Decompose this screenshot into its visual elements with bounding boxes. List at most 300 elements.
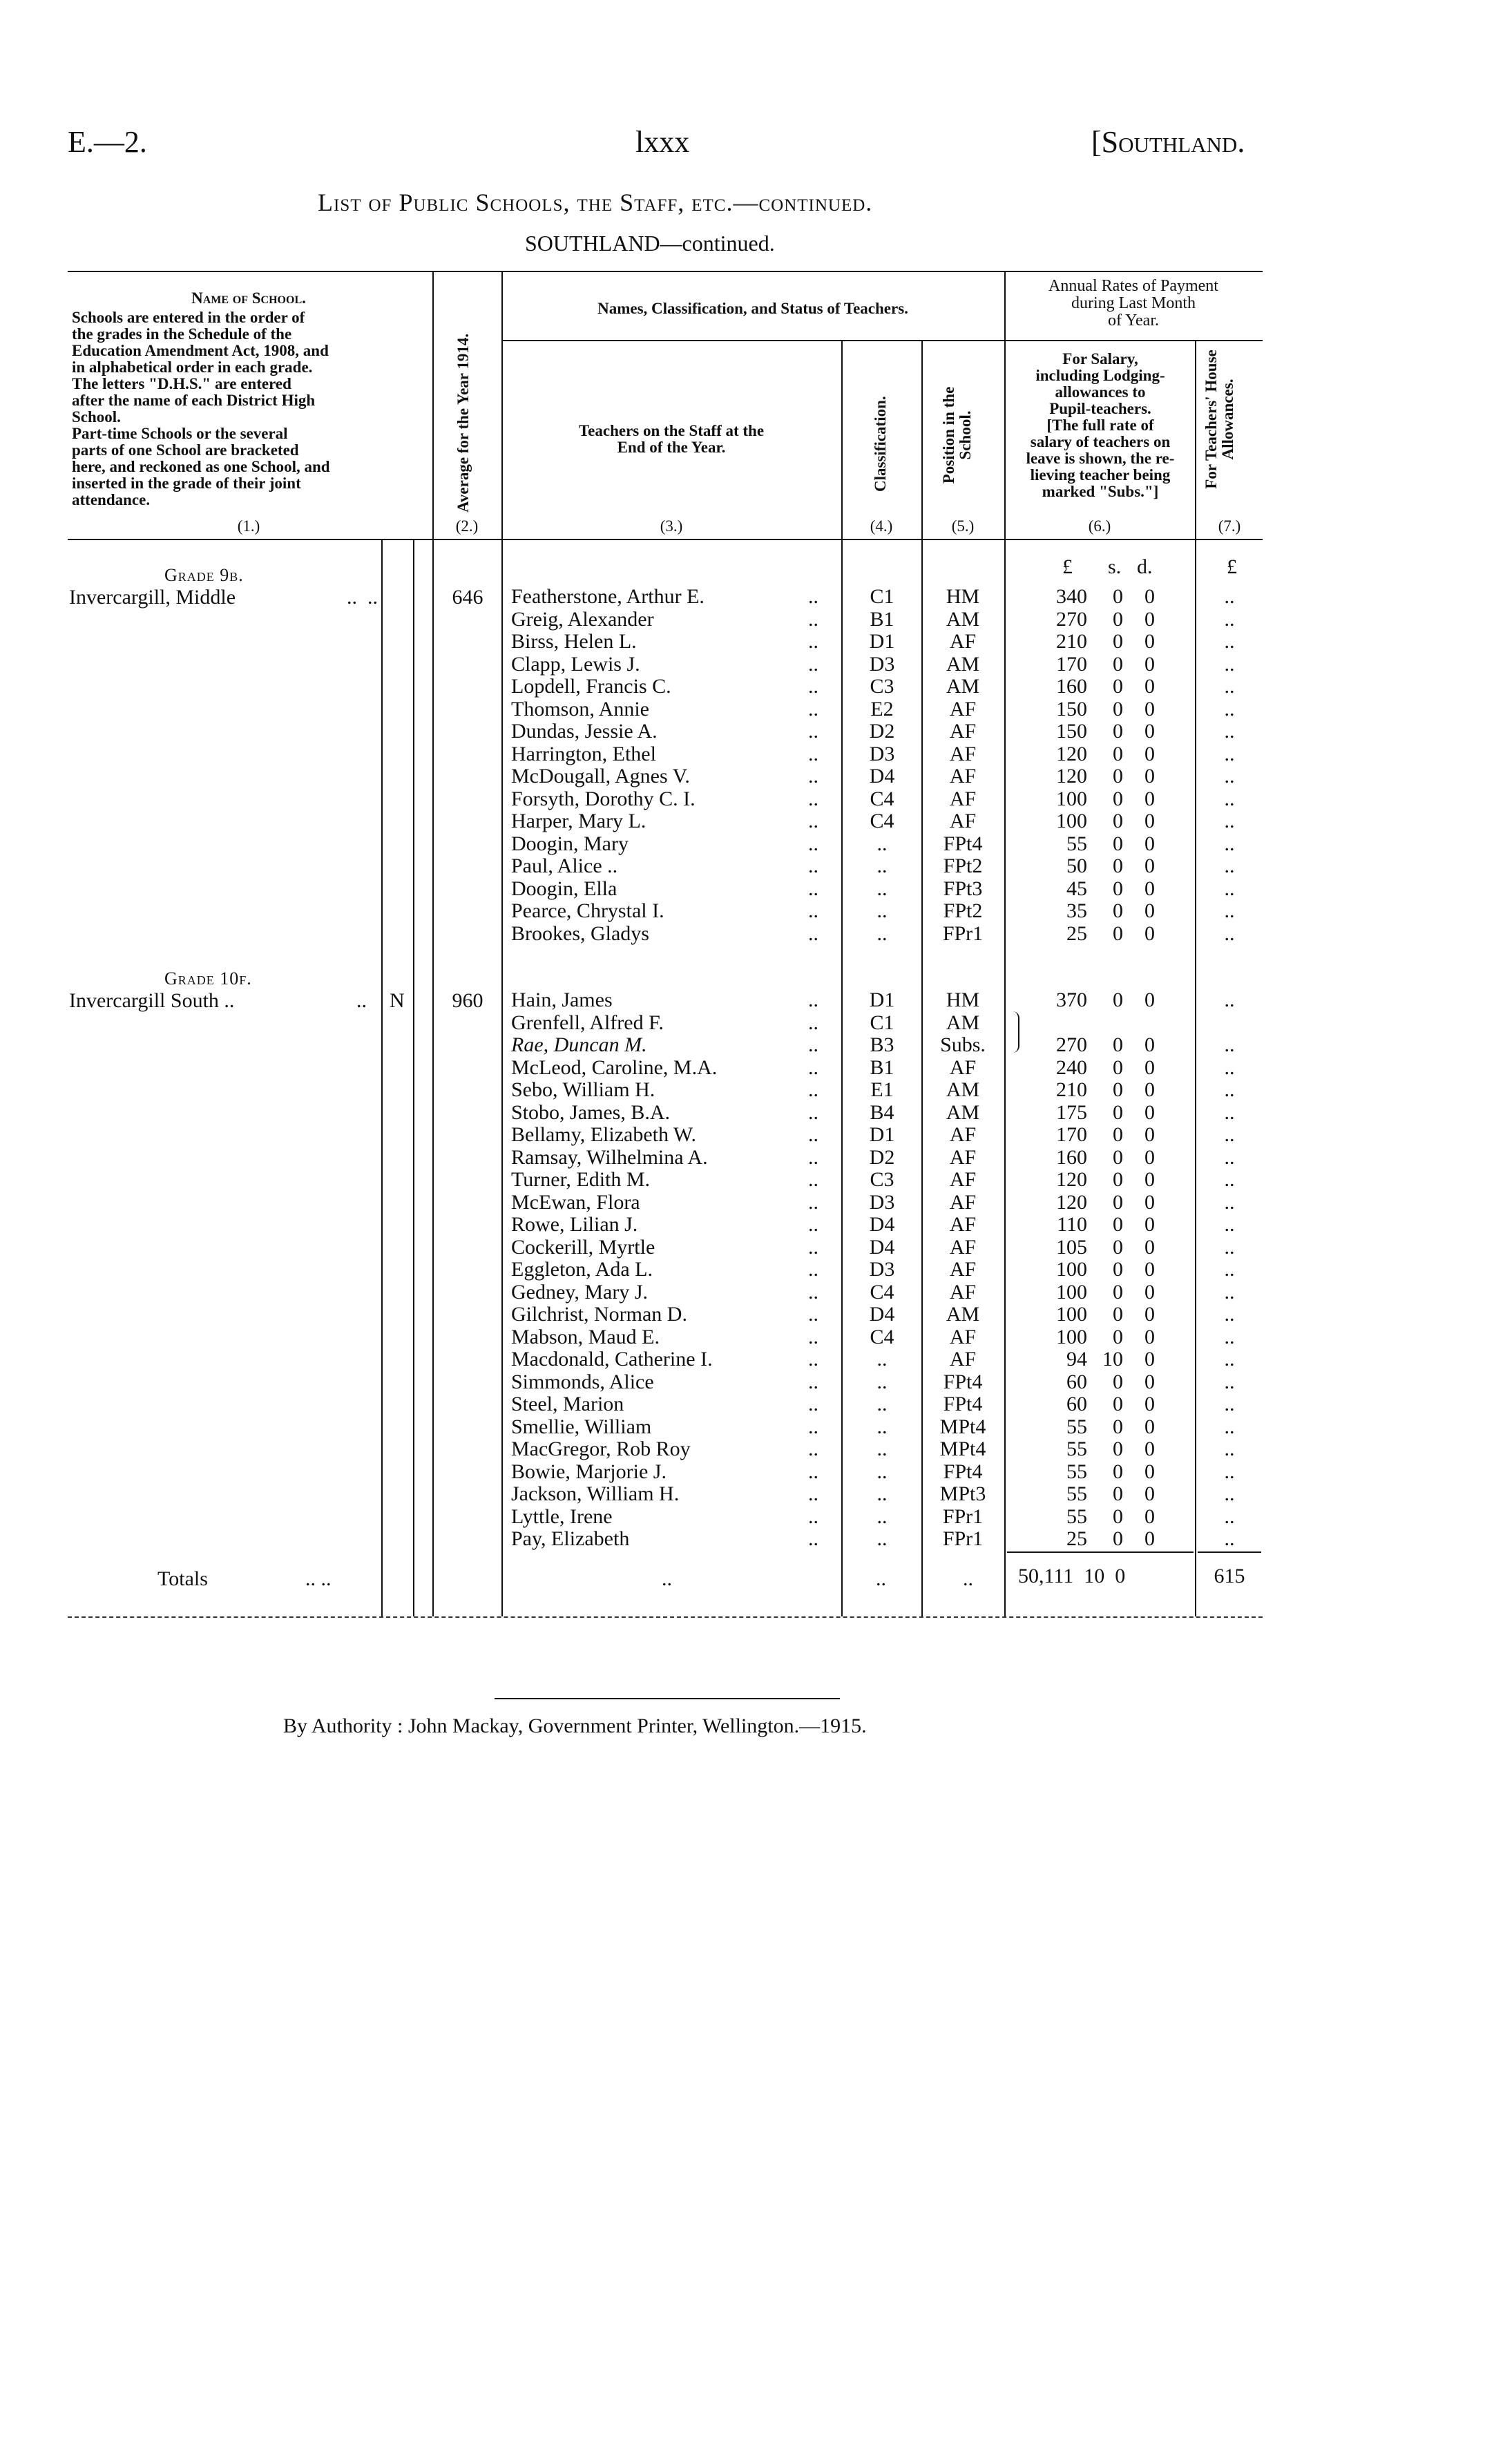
salary-pence: 0 [1144,989,1155,1011]
teacher-classification: D3 [869,1190,895,1214]
col6-title-line: allowances to [1055,383,1146,401]
col6-title-line: lieving teacher being [1030,466,1171,484]
teacher-position: AF [949,720,977,743]
house-allowance: .. [1224,742,1235,765]
house-allowance: .. [1224,1056,1235,1079]
salary-pounds: 100 [1056,787,1087,810]
totals-dots: .. .. [305,1567,332,1590]
teacher-position: FPr1 [942,1505,984,1528]
teacher-position: AF [949,1280,977,1303]
col1-description-line: attendance. [72,491,151,508]
salary-pounds: 55 [1066,1482,1087,1505]
leader-dots: .. [808,1011,818,1034]
teacher-classification: D3 [869,652,895,676]
leader-dots: .. [808,877,818,900]
leader-dots: .. [808,1100,818,1124]
teacher-name: Grenfell, Alfred F. [511,1011,664,1034]
leader-dots: .. [808,607,818,631]
salary-pence: 0 [1144,854,1155,877]
salary-pounds: 170 [1056,1123,1087,1146]
currency-pound-house: £ [1227,555,1237,578]
salary-pence: 0 [1144,1438,1155,1460]
teacher-classification: D1 [869,1123,895,1146]
house-allowance: .. [1224,630,1235,653]
house-allowance: .. [1224,787,1235,810]
salary-pence: 0 [1144,607,1155,631]
house-allowance: .. [1224,1280,1235,1303]
teacher-position: AM [946,652,980,676]
salary-pounds: 120 [1056,765,1087,787]
leader-dots: .. [808,1370,818,1393]
salary-shillings: 0 [1113,989,1123,1011]
house-allowance: .. [1224,1145,1235,1169]
col1-number: (1.) [237,517,260,535]
salary-pence: 0 [1144,1123,1155,1146]
col1-description-line: Schools are entered in the order of [72,309,305,326]
salary-shillings: 0 [1113,720,1123,743]
leader-dots: .. [808,1325,818,1348]
salary-shillings: 0 [1113,675,1123,698]
teacher-name: Smellie, William [511,1415,652,1438]
leader-dots: .. [808,787,818,810]
teacher-name: Paul, Alice .. [511,854,618,877]
col7-title [1203,347,1236,492]
house-allowance: .. [1224,1123,1235,1146]
house-allowance: .. [1224,877,1235,900]
teacher-position: FPr1 [942,921,984,945]
salary-shillings: 0 [1113,1527,1123,1550]
house-allowance: .. [1224,765,1235,787]
table-bottom-rule [68,1616,1263,1618]
teacher-name: Bellamy, Elizabeth W. [511,1123,696,1146]
salary-pence: 0 [1144,921,1155,945]
house-allowance: .. [1224,1527,1235,1550]
col3-title-line: End of the Year. [617,439,726,456]
salary-shillings: 0 [1113,630,1123,653]
teacher-classification: .. [876,877,888,900]
salary-pounds: 60 [1066,1370,1087,1393]
house-allowance: .. [1224,607,1235,631]
teacher-position: FPr1 [942,1527,984,1550]
teacher-name: Clapp, Lewis J. [511,652,640,676]
salary-pence: 0 [1144,742,1155,765]
salary-pounds: 35 [1066,899,1087,922]
salary-shillings: 0 [1113,765,1123,787]
salary-pounds: 150 [1056,697,1087,720]
teacher-classification: C4 [870,787,894,810]
salary-pence: 0 [1144,877,1155,900]
teacher-position: MPt4 [939,1438,986,1460]
salary-pounds: 170 [1056,652,1087,676]
salary-shillings: 0 [1113,1123,1123,1146]
salary-shillings: 0 [1113,1190,1123,1214]
salary-pounds: 25 [1066,1527,1087,1550]
leader-dots: .. [808,720,818,743]
salary-shillings: 0 [1113,1370,1123,1393]
col67-title [1006,278,1261,330]
salary-pence: 0 [1144,832,1155,855]
teacher-name: MacGregor, Rob Roy [511,1438,691,1460]
salary-shillings: 0 [1113,1056,1123,1079]
teacher-name: Harrington, Ethel [511,742,656,765]
page-title: List of Public Schools, the Staff, etc.—continued. [318,189,873,216]
leader-dots: .. [808,1078,818,1101]
salary-pence: 0 [1144,1033,1155,1056]
col3-title [503,423,840,456]
teacher-position: FPt2 [943,899,983,922]
teacher-position: AF [949,1235,977,1259]
col6-title-line: leave is shown, the re- [1026,450,1175,467]
house-allowance: .. [1224,1033,1235,1056]
school-average: 960 [452,989,483,1012]
house-allowance: .. [1224,1505,1235,1528]
col2-number: (2.) [455,517,479,535]
teacher-position: FPt4 [943,1460,983,1483]
salary-pence: 0 [1144,1056,1155,1079]
leader-dots: .. [808,585,818,608]
house-allowance: .. [1224,585,1235,608]
teacher-position: FPt2 [943,854,983,877]
leader-dots: .. [808,1033,818,1056]
teacher-name: Brookes, Gladys [511,921,649,945]
teacher-position: AM [946,1303,980,1326]
salary-pounds: 160 [1056,675,1087,698]
teacher-position: AM [946,607,980,631]
teacher-classification: .. [876,1460,888,1483]
col6-title [1007,351,1194,500]
teacher-position: HM [946,989,980,1011]
teacher-name: Dundas, Jessie A. [511,720,658,743]
teacher-name: Jackson, William H. [511,1482,680,1505]
salary-shillings: 0 [1113,1460,1123,1483]
salary-pence: 0 [1144,1415,1155,1438]
col1-description-line: here, and reckoned as one School, and [72,458,330,475]
teacher-position: FPt4 [943,1393,983,1415]
teacher-position: AF [949,1348,977,1371]
salary-pence: 0 [1144,1258,1155,1281]
col1-description-line: inserted in the grade of their joint [72,475,301,492]
teacher-name: Turner, Edith M. [511,1168,651,1191]
salary-pence: 0 [1144,675,1155,698]
salary-shillings: 0 [1113,1145,1123,1169]
salary-shillings: 0 [1113,1303,1123,1326]
salary-pence: 0 [1144,765,1155,787]
totals-amount: 50,111 10 0 [1018,1565,1126,1587]
leader-dots: .. [808,921,818,945]
salary-shillings: 0 [1113,1033,1123,1056]
leader-dots: .. [808,765,818,787]
salary-shillings: 0 [1113,742,1123,765]
col6-title-line: including Lodging- [1035,367,1165,384]
leader-dots: .. [808,1482,818,1505]
salary-pounds: 105 [1056,1235,1087,1259]
salary-shillings: 0 [1113,1213,1123,1236]
teacher-classification: .. [876,1415,888,1438]
teacher-classification: B1 [870,607,894,631]
salary-pounds: 94 [1066,1348,1087,1371]
teacher-name: Simmonds, Alice [511,1370,654,1393]
leader-dots: .. [808,1190,818,1214]
leader-dots: .. [808,1258,818,1281]
salary-shillings: 0 [1113,1100,1123,1124]
teacher-position: AF [949,697,977,720]
salary-pounds: 55 [1066,1415,1087,1438]
teacher-classification: D1 [869,630,895,653]
col6-title-line: marked "Subs."] [1042,483,1159,500]
teacher-classification: B4 [870,1100,894,1124]
teacher-classification: E2 [870,697,894,720]
teacher-position: AF [949,1325,977,1348]
salary-pence: 0 [1144,1280,1155,1303]
totals-col4: .. [876,1567,886,1590]
leader-dots: .. [808,1056,818,1079]
salary-pounds: 60 [1066,1393,1087,1415]
salary-pounds: 110 [1057,1213,1087,1236]
teacher-name: Doogin, Mary [511,832,629,855]
salary-shillings: 0 [1113,899,1123,922]
totals-house: 615 [1214,1565,1245,1587]
teacher-classification: C3 [870,675,894,698]
salary-pounds: 175 [1056,1100,1087,1124]
header-bottom-rule [68,539,1263,540]
salary-pence: 0 [1144,1235,1155,1259]
salary-pence: 0 [1144,1348,1155,1371]
leader-dots: .. [808,697,818,720]
teacher-position: FPt3 [943,877,983,900]
teacher-classification: C3 [870,1168,894,1191]
teacher-name: Gedney, Mary J. [511,1280,649,1303]
totals-col5: .. [963,1567,973,1590]
page-ref-left: E.—2. [68,125,147,159]
salary-pounds: 100 [1056,1325,1087,1348]
col-divider-1 [432,271,434,1616]
salary-shillings: 0 [1113,1393,1123,1415]
house-allowance: .. [1224,675,1235,698]
teacher-classification: .. [876,854,888,877]
teacher-classification: C4 [870,1280,894,1303]
teacher-classification: D2 [869,720,895,743]
col-divider-school-b [413,539,414,1616]
teacher-name: Doogin, Ella [511,877,617,900]
salary-pounds: 55 [1066,1438,1087,1460]
col67-title-line: Annual Rates of Payment [1048,277,1218,295]
leader-dots: .. [808,1213,818,1236]
col-divider-school-a [381,539,383,1616]
footer-rule [495,1698,840,1699]
salary-shillings: 0 [1113,1415,1123,1438]
teacher-classification: C4 [870,1325,894,1348]
salary-pence: 0 [1144,652,1155,676]
totals-label: Totals [157,1567,208,1590]
salary-pounds: 160 [1056,1145,1087,1169]
col1-description-line: Education Amendment Act, 1908, and [72,342,329,359]
teacher-classification: D4 [869,1303,895,1326]
teacher-name: McLeod, Caroline, M.A. [511,1056,718,1079]
teacher-position: AF [949,810,977,832]
salary-pence: 0 [1144,630,1155,653]
teacher-name: Forsyth, Dorothy C. I. [511,787,696,810]
col2-title: Average for the Year 1914. [454,333,472,513]
teacher-classification: .. [876,1482,888,1505]
house-allowance: .. [1224,1325,1235,1348]
teacher-classification: .. [876,1348,888,1371]
teacher-classification: .. [876,921,888,945]
salary-pounds: 55 [1066,832,1087,855]
house-allowance: .. [1224,1370,1235,1393]
salary-pounds: 55 [1066,1505,1087,1528]
salary-pounds: 240 [1056,1056,1087,1079]
teacher-position: AF [949,1258,977,1281]
col6-title-line: [The full rate of [1046,417,1154,434]
teacher-name: Mabson, Maud E. [511,1325,660,1348]
teacher-name: Hain, James [511,989,613,1011]
teacher-classification: D4 [869,1213,895,1236]
teacher-name: Rowe, Lilian J. [511,1213,638,1236]
salary-shillings: 10 [1102,1348,1123,1371]
teacher-name: Pearce, Chrystal I. [511,899,664,922]
leader-dots: .. [808,1280,818,1303]
teacher-name: Lyttle, Irene [511,1505,613,1528]
teacher-classification: D3 [869,742,895,765]
currency-shillings: s. [1108,555,1122,578]
salary-shillings: 0 [1113,1078,1123,1101]
salary-pence: 0 [1144,1145,1155,1169]
house-allowance: .. [1224,1303,1235,1326]
leader-dots: .. [808,1145,818,1169]
teacher-position: Subs. [940,1033,986,1056]
teacher-position: HM [946,585,980,608]
teacher-name: Thomson, Annie [511,697,649,720]
leader-dots: .. [808,1303,818,1326]
leader-dots: .. [808,1460,818,1483]
teacher-position: AM [946,675,980,698]
school-dots: .. .. [347,586,378,609]
teacher-name: Pay, Elizabeth [511,1527,630,1550]
salary-pounds: 100 [1056,1303,1087,1326]
teacher-position: AF [949,1213,977,1236]
salary-pounds: 25 [1066,921,1087,945]
teacher-name: Gilchrist, Norman D. [511,1303,687,1326]
col1-description-line: The letters "D.H.S." are entered [72,375,291,392]
teacher-name: Cockerill, Myrtle [511,1235,655,1259]
leader-dots: .. [808,810,818,832]
teacher-position: AF [949,1123,977,1146]
salary-pounds: 340 [1056,585,1087,608]
salary-shillings: 0 [1113,1325,1123,1348]
salary-pounds: 210 [1056,1078,1087,1101]
salary-pence: 0 [1144,1370,1155,1393]
teacher-position: MPt4 [939,1415,986,1438]
teacher-classification: D1 [869,989,895,1011]
salary-pounds: 45 [1066,877,1087,900]
col6-title-line: For Salary, [1062,350,1138,367]
table-top-rule [68,271,1263,272]
teacher-classification: C1 [870,1011,894,1034]
salary-shillings: 0 [1113,607,1123,631]
col5-title-text: Position in the School. [940,386,974,484]
salary-shillings: 0 [1113,810,1123,832]
teacher-name: Macdonald, Catherine I. [511,1348,713,1371]
col6-title-line: salary of teachers on [1030,433,1171,450]
salary-shillings: 0 [1113,1168,1123,1191]
page-number: lxxx [635,125,690,159]
leader-dots: .. [808,1168,818,1191]
salary-shillings: 0 [1113,1505,1123,1528]
teacher-classification: D3 [869,1258,895,1281]
salary-shillings: 0 [1113,585,1123,608]
salary-pence: 0 [1144,1190,1155,1214]
teacher-classification: .. [876,1527,888,1550]
teacher-position: FPt4 [943,1370,983,1393]
salary-shillings: 0 [1113,832,1123,855]
leader-dots: .. [808,742,818,765]
col1-title: Name of School. [191,289,306,307]
teacher-position: AF [949,630,977,653]
col345-title: Names, Classification, and Status of Teachers. [597,300,908,317]
salary-shillings: 0 [1113,652,1123,676]
house-allowance: .. [1224,697,1235,720]
col4-title: Classification. [872,396,889,492]
house-allowance: .. [1224,1348,1235,1371]
house-allowance: .. [1224,810,1235,832]
teacher-classification: C4 [870,810,894,832]
house-allowance: .. [1224,989,1235,1011]
salary-pence: 0 [1144,787,1155,810]
house-allowance: .. [1224,1168,1235,1191]
page-ref-right: [Southland. [1091,125,1245,159]
col7-number: (7.) [1218,517,1241,535]
house-allowance: .. [1224,1213,1235,1236]
teacher-position: AF [949,787,977,810]
col1-description-line: Part-time Schools or the several [72,425,288,442]
school-name: Invercargill South .. [69,989,235,1012]
col4-number: (4.) [870,517,893,535]
totals-rule-6 [1007,1551,1194,1553]
teacher-name: McDougall, Agnes V. [511,765,690,787]
salary-pence: 0 [1144,810,1155,832]
teacher-classification: D4 [869,765,895,787]
teacher-name: Lopdell, Francis C. [511,675,671,698]
salary-shillings: 0 [1113,1258,1123,1281]
col5-number: (5.) [951,517,975,535]
salary-pence: 0 [1144,1303,1155,1326]
house-allowance: .. [1224,1393,1235,1415]
teacher-classification: B1 [870,1056,894,1079]
salary-pence: 0 [1144,1213,1155,1236]
subheader-rule-345 [501,340,1004,341]
page-subtitle: SOUTHLAND—continued. [525,231,775,256]
leader-dots: .. [808,1505,818,1528]
salary-pence: 0 [1144,1460,1155,1483]
grade-heading: Grade 10f. [164,968,252,989]
salary-shillings: 0 [1113,1235,1123,1259]
teacher-position: AF [949,1056,977,1079]
school-average: 646 [452,586,483,609]
teacher-name: Rae, Duncan M. [511,1033,647,1056]
imprint: By Authority : John Mackay, Government Printer, Wellington.—1915. [283,1715,867,1737]
teacher-classification: E1 [870,1078,894,1101]
teacher-classification: .. [876,1393,888,1415]
salary-pounds: 50 [1066,854,1087,877]
leader-dots: .. [808,652,818,676]
col6-number: (6.) [1088,517,1111,535]
teacher-classification: .. [876,1370,888,1393]
col5-title [941,366,974,504]
leader-dots: .. [808,675,818,698]
salary-pounds: 270 [1056,1033,1087,1056]
subheader-rule-67 [1004,340,1263,341]
leader-dots: .. [808,989,818,1011]
